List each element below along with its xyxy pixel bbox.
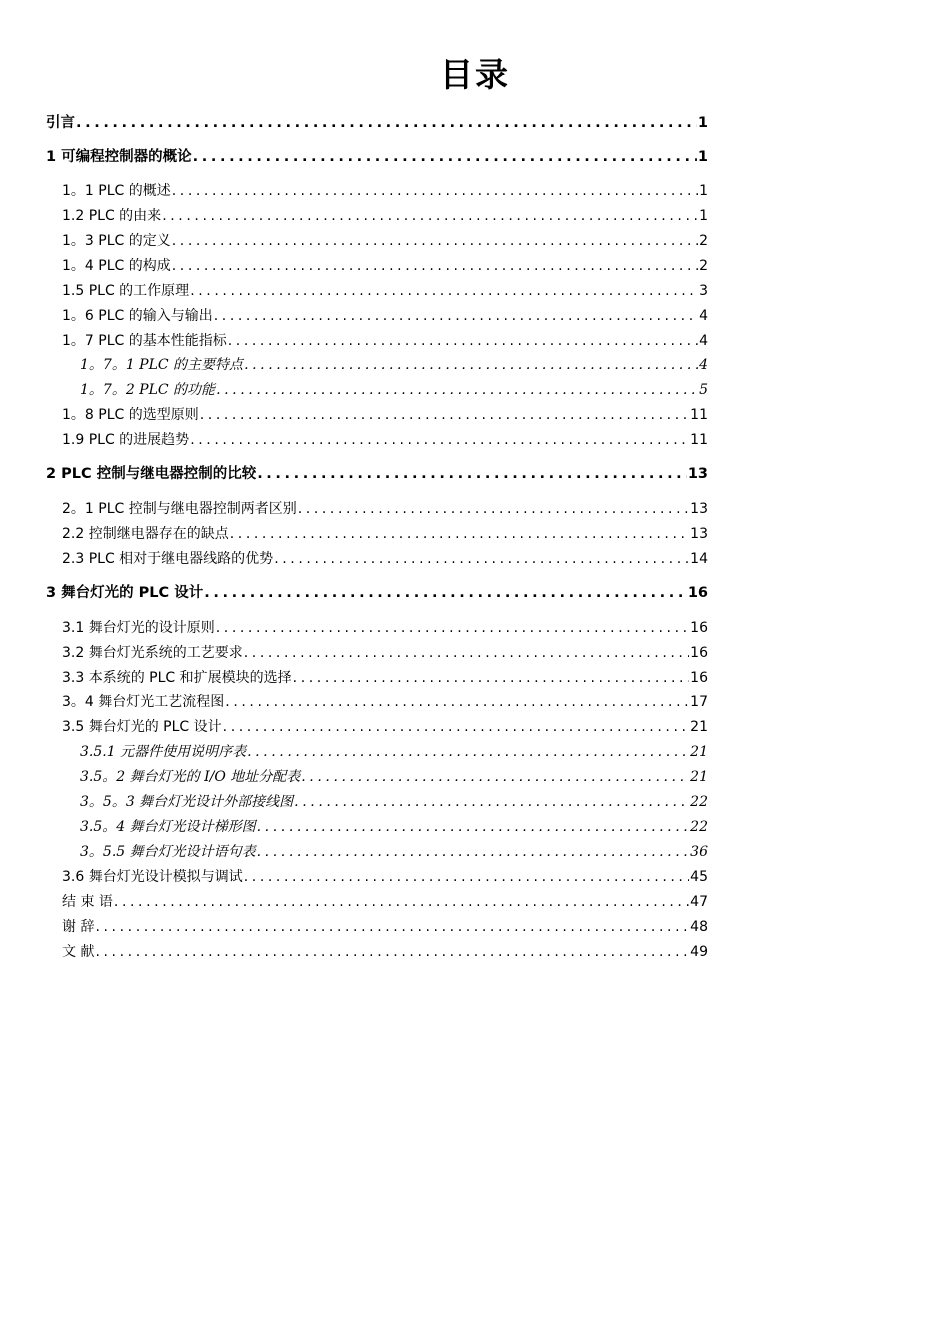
toc-leader-dots [256,463,687,485]
toc-entry-2-3[interactable] [62,548,708,570]
toc-leader-dots [300,766,689,788]
toc-entry-page: 47 [690,894,708,910]
toc-leader-dots [243,866,689,888]
toc-entry-page: 21 [690,719,708,735]
toc-entry-label: 3.2 舞台灯光系统的工艺要求 [62,645,243,661]
toc-entry-1-7[interactable] [62,330,708,352]
toc-entry-label: 1。3 PLC 的定义 [62,233,171,249]
toc-entry-page: 22 [690,794,708,810]
toc-entry-3-5-4[interactable] [80,816,708,838]
toc-entry-label: 1.5 PLC 的工作原理 [62,283,190,299]
toc-entry-page: 21 [690,744,708,760]
toc-entry-page: 14 [690,551,708,567]
toc-entry-label: 3。5.5 舞台灯光设计语句表 [80,844,256,860]
toc-entry-page: 45 [690,869,708,885]
toc-entry-label: 1.9 PLC 的进展趋势 [62,432,190,448]
toc-entry-page: 11 [690,407,708,423]
toc-entry-page: 1 [697,115,708,131]
toc-entry-label: 3.6 舞台灯光设计模拟与调试 [62,869,243,885]
toc-entry-page: 5 [699,382,708,398]
toc-entry-page: 48 [690,919,708,935]
toc-leader-dots [256,841,690,863]
toc-entry-label: 1。8 PLC 的选型原则 [62,407,199,423]
toc-entry-label: 3。5。3 舞台灯光设计外部接线图 [80,794,294,810]
toc-entry-1-7-2[interactable] [80,379,708,401]
toc-entry-1-1[interactable] [62,180,708,202]
toc-leader-dots [273,548,689,570]
toc-entry-page: 13 [690,526,708,542]
toc-entry-2-1[interactable] [62,498,708,520]
toc-entry-label: 3.5 舞台灯光的 PLC 设计 [62,719,222,735]
toc-entry-label: 2.3 PLC 相对于继电器线路的优势 [62,551,274,567]
toc-entry-label: 引言 [46,115,75,131]
toc-entry-page: 16 [690,670,708,686]
toc-leader-dots [75,112,697,134]
toc-entry-label: 3.5.1 元器件使用说明序表 [80,744,247,760]
toc-entry-page: 36 [690,844,708,860]
toc-entry-page: 13 [690,501,708,517]
toc-entry-3-5-5[interactable] [80,841,708,863]
toc-entry-label: 3.5。2 舞台灯光的 I/O 地址分配表 [80,769,301,785]
toc-entry-page: 4 [699,357,708,373]
toc-entry-label: 2。1 PLC 控制与继电器控制两者区别 [62,501,297,517]
toc-entry-page: 11 [690,432,708,448]
toc-entry-label: 1 可编程控制器的概论 [46,149,192,165]
toc-leader-dots [199,404,689,426]
toc-entry-page: 16 [687,585,708,601]
toc-entry-2-2[interactable] [62,523,708,545]
toc-leader-dots [256,816,690,838]
toc-entry-page: 1 [699,208,708,224]
toc-entry-page: 16 [690,620,708,636]
toc-entry-page: 3 [699,283,708,299]
toc-entry-label: 1.2 PLC 的由来 [62,208,162,224]
toc-leader-dots [171,180,698,202]
toc-entry-label: 3 舞台灯光的 PLC 设计 [46,585,204,601]
toc-leader-dots [292,667,690,689]
toc-leader-dots [215,379,698,401]
toc-entry-label: 3.1 舞台灯光的设计原则 [62,620,215,636]
toc-entry-page: 1 [697,149,708,165]
toc-leader-dots [213,305,698,327]
toc-entry-3-5-1[interactable] [80,741,708,763]
toc-entry-label: 1。6 PLC 的输入与输出 [62,308,213,324]
toc-entry-label: 3.3 本系统的 PLC 和扩展模块的选择 [62,670,292,686]
toc-entry-label: 1。7 PLC 的基本性能指标 [62,333,227,349]
toc-leader-dots [171,255,698,277]
toc-entry-conclusion[interactable] [62,891,708,913]
toc-leader-dots [203,582,687,604]
toc-leader-dots [192,146,697,168]
toc-leader-dots [215,617,689,639]
toc-entry-1-9[interactable] [62,429,708,451]
toc-leader-dots [293,791,689,813]
toc-leader-dots [222,716,690,738]
toc-entry-page: 4 [699,308,708,324]
toc-leader-dots [189,280,698,302]
toc-entry-acknowledgements[interactable] [62,916,708,938]
toc-entry-label: 1。7。2 PLC 的功能 [80,382,216,398]
toc-entry-chapter-1[interactable] [46,146,708,168]
toc-entry-3-3[interactable] [62,667,708,689]
toc-entry-page: 21 [690,769,708,785]
toc-leader-dots [297,498,689,520]
toc-entry-label: 1。7。1 PLC 的主要特点 [80,357,244,373]
toc-entry-page: 17 [690,694,708,710]
toc-title: 目录 [440,55,510,94]
toc-leader-dots [171,230,698,252]
toc-entry-3-5-3[interactable] [80,791,708,813]
toc-entry-label: 3。4 舞台灯光工艺流程图 [62,694,225,710]
toc-entry-intro[interactable] [46,112,708,134]
toc-entry-page: 49 [690,944,708,960]
toc-entry-1-2[interactable] [62,205,708,227]
toc-leader-dots [243,642,689,664]
toc-entry-3-2[interactable] [62,642,708,664]
toc-entry-3-5-2[interactable] [80,766,708,788]
toc-entry-1-6[interactable] [62,305,708,327]
toc-entry-1-7-1[interactable] [80,354,708,376]
toc-entry-page: 1 [699,183,708,199]
toc-leader-dots [189,429,689,451]
toc-entry-references[interactable] [62,941,708,963]
toc-leader-dots [227,330,698,352]
toc-leader-dots [224,691,689,713]
toc-entry-label: 谢 辞 [62,919,95,935]
toc-leader-dots [94,916,689,938]
toc-entry-label: 2.2 控制继电器存在的缺点 [62,526,229,542]
toc-entry-1-8[interactable] [62,404,708,426]
toc-entry-chapter-2[interactable] [46,463,708,485]
toc-entry-3-4[interactable] [62,691,708,713]
toc-entry-3-6[interactable] [62,866,708,888]
toc-entry-1-3[interactable] [62,230,708,252]
toc-entry-label: 3.5。4 舞台灯光设计梯形图 [80,819,256,835]
toc-entry-1-4[interactable] [62,255,708,277]
toc-entry-label: 1。1 PLC 的概述 [62,183,171,199]
toc-leader-dots [243,354,698,376]
toc-entry-1-5[interactable] [62,280,708,302]
toc-entry-3-1[interactable] [62,617,708,639]
toc-entry-page: 16 [690,645,708,661]
toc-entry-chapter-3[interactable] [46,582,708,604]
toc-entry-label: 文 献 [62,944,95,960]
toc-leader-dots [113,891,689,913]
toc-entry-label: 2 PLC 控制与继电器控制的比较 [46,466,257,482]
toc-entry-page: 2 [699,258,708,274]
toc-leader-dots [246,741,689,763]
toc-leader-dots [229,523,689,545]
toc-entry-page: 22 [690,819,708,835]
toc-leader-dots [161,205,698,227]
toc-entry-3-5[interactable] [62,716,708,738]
toc-leader-dots [94,941,689,963]
toc-entry-page: 2 [699,233,708,249]
toc-entry-label: 结 束 语 [62,894,113,910]
toc-entry-label: 1。4 PLC 的构成 [62,258,171,274]
toc-entry-page: 13 [687,466,708,482]
toc-entry-page: 4 [699,333,708,349]
